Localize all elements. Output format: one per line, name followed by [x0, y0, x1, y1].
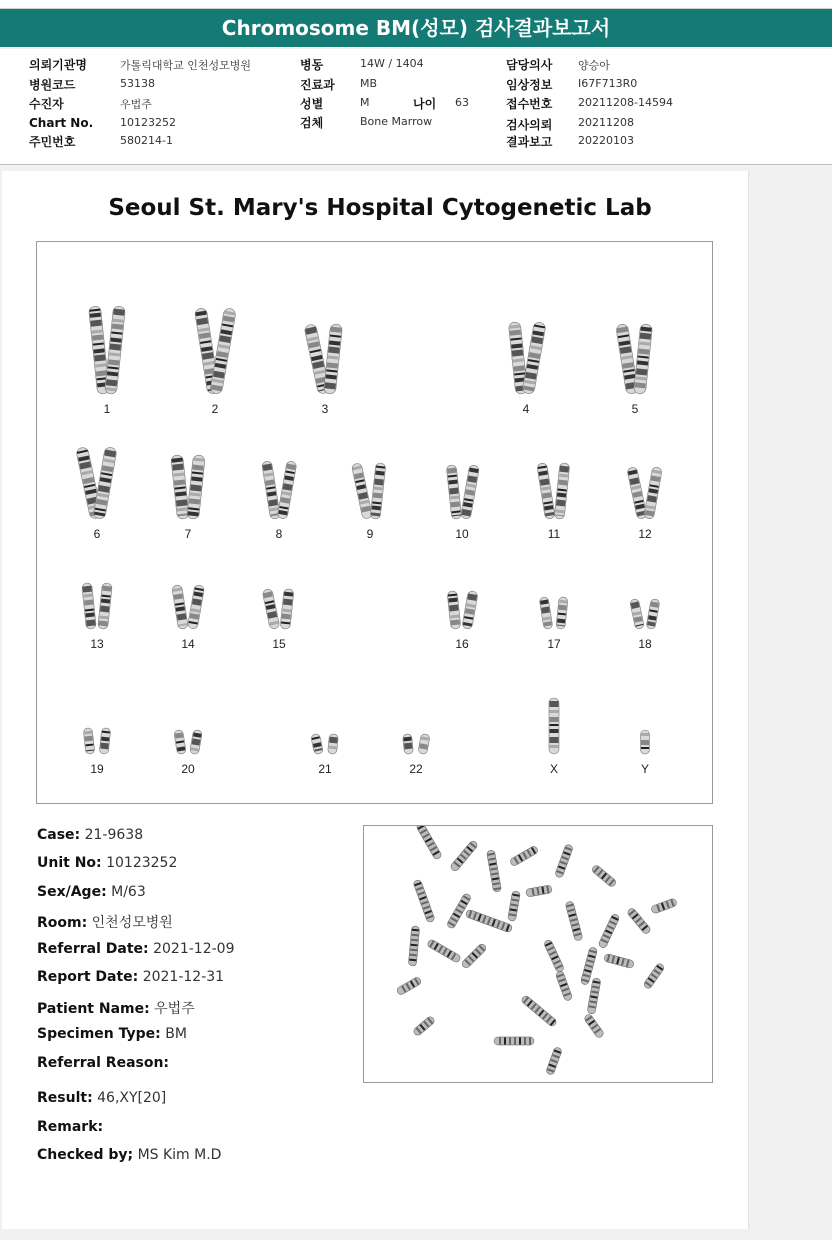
- field-sex-age: [37, 884, 146, 900]
- metaphase-chromosome: [583, 1013, 604, 1039]
- metaphase-chromosome: [643, 962, 666, 990]
- field-value: 인천성모병원: [91, 915, 173, 931]
- header-label-request-date: 검사의뢰: [506, 118, 553, 132]
- metaphase-chromosome: [494, 1037, 534, 1045]
- header-label-resident-no: 주민번호: [29, 135, 76, 149]
- header-label-age: 나이: [413, 97, 437, 111]
- chromosome-pair-16: [432, 537, 492, 651]
- chromosome-pair-2: [185, 302, 245, 416]
- field-value: 우법주: [154, 1001, 195, 1017]
- header-value-accession-no: 20211208-14594: [578, 96, 673, 109]
- karyotype-image: [36, 241, 713, 804]
- metaphase-chromosome: [543, 939, 565, 973]
- chromosome-image: [295, 302, 355, 398]
- chromosome-image: [340, 427, 400, 523]
- metaphase-chromosome: [545, 1046, 562, 1075]
- field-label: Result:: [37, 1090, 93, 1106]
- chromosome-pair-15: [249, 537, 309, 651]
- chromosome-pair-19: [67, 662, 127, 776]
- chromosome-label: 16: [455, 637, 469, 651]
- header-label-specimen: 검체: [300, 116, 324, 130]
- metaphase-chromosome: [396, 976, 423, 996]
- metaphase-chromosome: [461, 943, 488, 970]
- chromosome-pair-12: [615, 427, 675, 541]
- header-label-chart-no: Chart No.: [29, 116, 94, 130]
- chromosome-image: [386, 662, 446, 758]
- header-label-institution: 의뢰기관명: [29, 58, 87, 72]
- field-remark: [37, 1119, 103, 1135]
- header-value-sex: M: [360, 96, 370, 109]
- header-value-age: 63: [455, 96, 469, 109]
- field-room: [37, 912, 173, 932]
- chromosome-label: 7: [184, 527, 192, 541]
- field-label: Checked by;: [37, 1147, 134, 1163]
- chromosome-image: [67, 537, 127, 633]
- chromosome-image: [524, 537, 584, 633]
- field-unit-no: [37, 855, 177, 871]
- metaphase-chromosome: [565, 901, 583, 942]
- chromosome-label: 9: [366, 527, 374, 541]
- chromosome-pair-17: [524, 537, 584, 651]
- field-label: Sex/Age:: [37, 884, 107, 900]
- field-label: Patient Name:: [37, 1001, 150, 1017]
- chromosome-pair-6: [67, 427, 127, 541]
- metaphase-chromosome: [554, 844, 573, 879]
- chromosome-label: 6: [93, 527, 101, 541]
- patient-header: [0, 49, 832, 165]
- field-value: 21-9638: [84, 827, 144, 843]
- metaphase-chromosome: [465, 909, 513, 933]
- metaphase-chromosome: [520, 994, 557, 1027]
- metaphase-chromosome: [555, 971, 573, 1002]
- chromosome-image: [432, 537, 492, 633]
- chromosome-image: [524, 662, 584, 758]
- field-value: MS Kim M.D: [137, 1147, 222, 1163]
- chromosome-image: [158, 662, 218, 758]
- metaphase-chromosome: [507, 891, 520, 922]
- chromosome-pair-10: [432, 427, 492, 541]
- metaphase-chromosome: [449, 840, 478, 873]
- chromosome-image: [158, 427, 218, 523]
- chromosome-pair-9: [340, 427, 400, 541]
- header-value-physician: 양승아: [578, 59, 610, 72]
- chromosome-pair-3: [295, 302, 355, 416]
- metaphase-chromosome: [603, 953, 634, 968]
- field-label: Report Date:: [37, 969, 139, 985]
- header-value-chart-no: 10123252: [120, 116, 176, 129]
- field-referral-reason: [37, 1055, 169, 1071]
- chromosome-label: 3: [321, 402, 329, 416]
- chromosome-pair-7: [158, 427, 218, 541]
- field-referral-date: [37, 941, 234, 957]
- chromosome-label: 5: [631, 402, 639, 416]
- chromosome-image: [77, 302, 137, 398]
- header-value-request-date: 20211208: [578, 116, 634, 129]
- chromosome-label: 1: [103, 402, 111, 416]
- chromosome-label: 17: [547, 637, 561, 651]
- metaphase-chromosome: [486, 850, 501, 893]
- chromosome-label: 13: [90, 637, 104, 651]
- field-checked-by: [37, 1147, 221, 1163]
- field-value: 10123252: [106, 855, 178, 871]
- header-value-ward: 14W / 1404: [360, 57, 424, 70]
- chromosome-pair-8: [249, 427, 309, 541]
- chromosome-pair-5: [605, 302, 665, 416]
- metaphase-image: [363, 825, 713, 1083]
- header-value-result-date: 20220103: [578, 134, 634, 147]
- field-label: Referral Reason:: [37, 1055, 170, 1071]
- chromosome-image: [158, 537, 218, 633]
- chromosome-label: 12: [638, 527, 652, 541]
- field-label: Specimen Type:: [37, 1026, 161, 1042]
- metaphase-spread: [364, 826, 712, 1082]
- header-label-clinical-info: 임상정보: [506, 78, 553, 92]
- chromosome-pair-22: [386, 662, 446, 776]
- report-panel: [2, 171, 749, 1229]
- header-label-result-date: 결과보고: [506, 135, 553, 149]
- chromosome-pair-20: [158, 662, 218, 776]
- chromosome-label: 15: [272, 637, 286, 651]
- field-result: [37, 1090, 166, 1106]
- chromosome-label: 4: [522, 402, 530, 416]
- chromosome-image: [605, 302, 665, 398]
- field-label: Case:: [37, 827, 81, 843]
- metaphase-chromosome: [509, 845, 539, 867]
- top-strip: [0, 0, 832, 9]
- chromosome-label: 14: [181, 637, 195, 651]
- chromosome-image: [615, 662, 675, 758]
- chromosome-image: [249, 537, 309, 633]
- header-label-accession-no: 접수번호: [506, 97, 553, 111]
- chromosome-image: [185, 302, 245, 398]
- chromosome-pair-21: [295, 662, 355, 776]
- header-label-department: 진료과: [300, 78, 335, 92]
- metaphase-chromosome: [626, 907, 651, 935]
- chromosome-label: 2: [211, 402, 219, 416]
- metaphase-chromosome: [413, 879, 436, 923]
- field-value: 2021-12-31: [142, 969, 225, 985]
- header-value-specimen: Bone Marrow: [360, 115, 433, 128]
- field-label: Remark:: [37, 1119, 104, 1135]
- chromosome-pair-4: [496, 302, 556, 416]
- header-label-sex: 성별: [300, 97, 324, 111]
- chromosome-label: 20: [181, 762, 195, 776]
- chromosome-pair-1: [77, 302, 137, 416]
- chromosome-pair-11: [524, 427, 584, 541]
- metaphase-chromosome: [587, 978, 601, 1015]
- metaphase-chromosome: [650, 898, 677, 914]
- metaphase-chromosome: [598, 913, 620, 949]
- header-label-ward: 병동: [300, 58, 324, 72]
- chromosome-pair-13: [67, 537, 127, 651]
- field-value: 46,XY[20]: [97, 1090, 167, 1106]
- field-patient-name: [37, 998, 195, 1018]
- metaphase-chromosome: [591, 864, 618, 888]
- report-title: Chromosome BM(성모) 검사결과보고서: [0, 9, 832, 47]
- metaphase-chromosome: [408, 926, 419, 967]
- chromosome-pair-18: [615, 537, 675, 651]
- chromosome-image: [615, 427, 675, 523]
- chromosome-label: Y: [640, 762, 649, 776]
- header-value-resident-no: 580214-1: [120, 134, 173, 147]
- header-label-physician: 담당의사: [506, 58, 553, 72]
- metaphase-chromosome: [526, 885, 553, 897]
- chromosome-image: [524, 427, 584, 523]
- header-value-patient: 우법주: [120, 98, 152, 111]
- chromosome-image: [432, 427, 492, 523]
- chromosome-image: [67, 662, 127, 758]
- chromosome-label: 11: [547, 527, 561, 541]
- chromosome-image: [249, 427, 309, 523]
- chromosome-pair-14: [158, 537, 218, 651]
- header-label-patient: 수진자: [29, 97, 64, 111]
- header-value-clinical-info: I67F713R0: [578, 77, 638, 90]
- header-label-hospital-code: 병원코드: [29, 78, 76, 92]
- field-value: BM: [165, 1026, 187, 1042]
- field-label: Referral Date:: [37, 941, 149, 957]
- metaphase-chromosome: [426, 939, 461, 964]
- field-value: 2021-12-09: [153, 941, 235, 957]
- chromosome-image: [496, 302, 556, 398]
- chromosome-pair-y: [615, 662, 675, 776]
- field-specimen-type: [37, 1026, 187, 1042]
- chromosome-label: 8: [275, 527, 283, 541]
- field-value: M/63: [111, 884, 146, 900]
- chromosome-label: 22: [409, 762, 423, 776]
- chromosome-image: [615, 537, 675, 633]
- chromosome-label: 18: [638, 637, 652, 651]
- metaphase-chromosome: [416, 826, 443, 860]
- header-value-hospital-code: 53138: [120, 77, 155, 90]
- chromosome-image: [295, 662, 355, 758]
- chromosome-pair-x: [524, 662, 584, 776]
- field-label: Room:: [37, 915, 88, 931]
- chromosome-label: 21: [318, 762, 332, 776]
- header-value-institution: 가톨릭대학교 인천성모병원: [120, 59, 252, 72]
- chromosome-label: 10: [455, 527, 469, 541]
- field-report-date: [37, 969, 224, 985]
- chromosome-label: 19: [90, 762, 104, 776]
- chromosome-image: [67, 427, 127, 523]
- lab-title: Seoul St. Mary's Hospital Cytogenetic Lab: [108, 195, 652, 221]
- field-label: Unit No:: [37, 855, 102, 871]
- metaphase-chromosome: [412, 1015, 436, 1037]
- header-value-department: MB: [360, 77, 378, 90]
- chromosome-label: X: [549, 762, 558, 776]
- field-case: [37, 827, 143, 843]
